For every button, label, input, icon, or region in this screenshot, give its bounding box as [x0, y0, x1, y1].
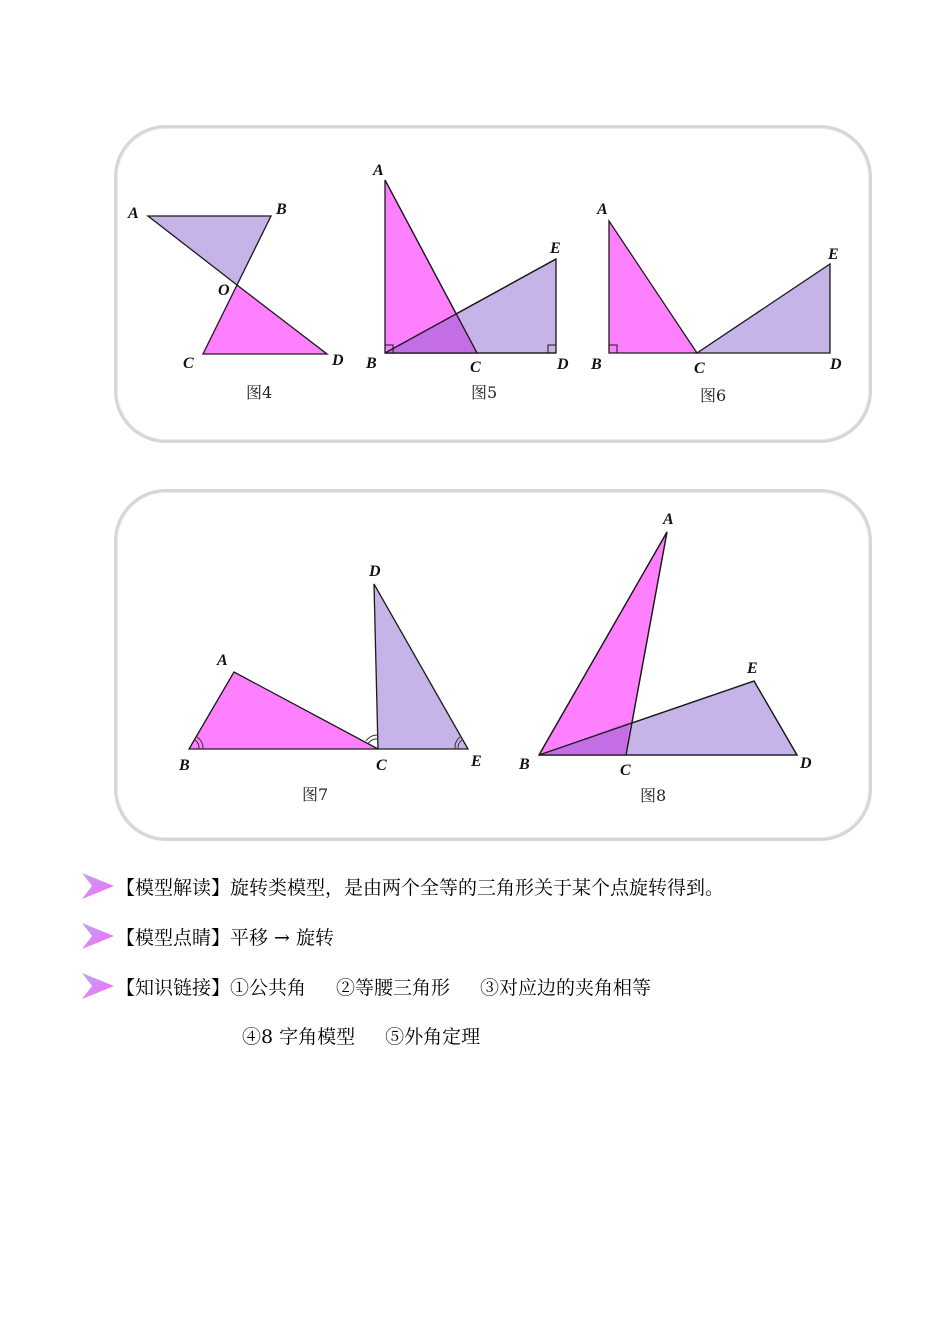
fig4-label-C: C	[183, 355, 194, 372]
knowledge-item: ③对应边的夹角相等	[480, 976, 652, 999]
note-bracket: 【模型解读】	[116, 876, 231, 899]
fig6-label-B: B	[591, 356, 602, 373]
note-model-reading	[82, 871, 724, 901]
fig6-label-D: D	[830, 356, 842, 373]
note-text: 旋转类模型，是由两个全等的三角形关于某个点旋转得到。	[230, 876, 725, 899]
arrow-bullet-icon	[82, 871, 114, 901]
fig7-angle-mark-C	[368, 739, 378, 744]
knowledge-item: ②等腰三角形	[336, 976, 451, 999]
fig4-label-O: O	[218, 282, 230, 299]
fig6-triangle-ABC	[609, 221, 697, 353]
fig5-label-A: A	[373, 162, 384, 179]
fig8-label-C: C	[620, 762, 631, 779]
fig4-label-D: D	[332, 352, 344, 369]
fig7-label-A: A	[217, 652, 228, 669]
note-text: 平移 → 旋转	[230, 926, 335, 949]
knowledge-item: ④8 字角模型	[242, 1026, 356, 1048]
fig5-caption: 图5	[471, 383, 498, 402]
fig6-label-A: A	[597, 201, 608, 218]
fig7-label-C: C	[376, 757, 387, 774]
note-bracket: 【知识链接】	[116, 976, 231, 999]
fig6-caption: 图6	[700, 386, 727, 405]
note-knowledge-link	[82, 971, 651, 1001]
fig5-label-E: E	[550, 240, 561, 257]
knowledge-item: ⑤外角定理	[385, 1026, 481, 1048]
fig6-triangle-CDE	[697, 264, 830, 353]
knowledge-link-continued	[242, 1022, 480, 1049]
fig4-label-B: B	[276, 201, 287, 218]
figure-6	[590, 201, 842, 405]
fig8-label-A: A	[663, 511, 674, 528]
fig4-label-A: A	[128, 205, 139, 222]
fig8-label-E: E	[747, 660, 758, 677]
fig4-triangle-AOB	[148, 216, 271, 285]
figure-5	[365, 162, 569, 402]
arrow-bullet-icon	[82, 971, 114, 1001]
figure-8	[518, 511, 812, 805]
note-model-highlight	[82, 921, 334, 951]
fig4-caption: 图4	[246, 383, 273, 402]
fig5-label-D: D	[557, 356, 569, 373]
fig7-caption: 图7	[302, 785, 329, 804]
arrow-bullet-icon	[82, 921, 114, 951]
fig7-label-E: E	[471, 753, 482, 770]
fig7-label-B: B	[179, 757, 190, 774]
fig5-label-B: B	[366, 355, 377, 372]
note-bracket: 【模型点睛】	[116, 926, 231, 949]
fig7-triangle-DCE	[374, 584, 468, 749]
fig8-label-B: B	[519, 756, 530, 773]
fig6-label-C: C	[694, 360, 705, 377]
fig8-caption: 图8	[640, 786, 667, 805]
fig8-label-D: D	[800, 755, 812, 772]
knowledge-item: ①公共角	[230, 976, 307, 999]
fig7-triangle-ABC	[189, 672, 378, 749]
fig7-label-D: D	[369, 563, 381, 580]
fig5-label-C: C	[470, 359, 481, 376]
figure-7	[178, 563, 482, 804]
fig6-label-E: E	[828, 246, 839, 263]
figure-4	[127, 201, 344, 402]
